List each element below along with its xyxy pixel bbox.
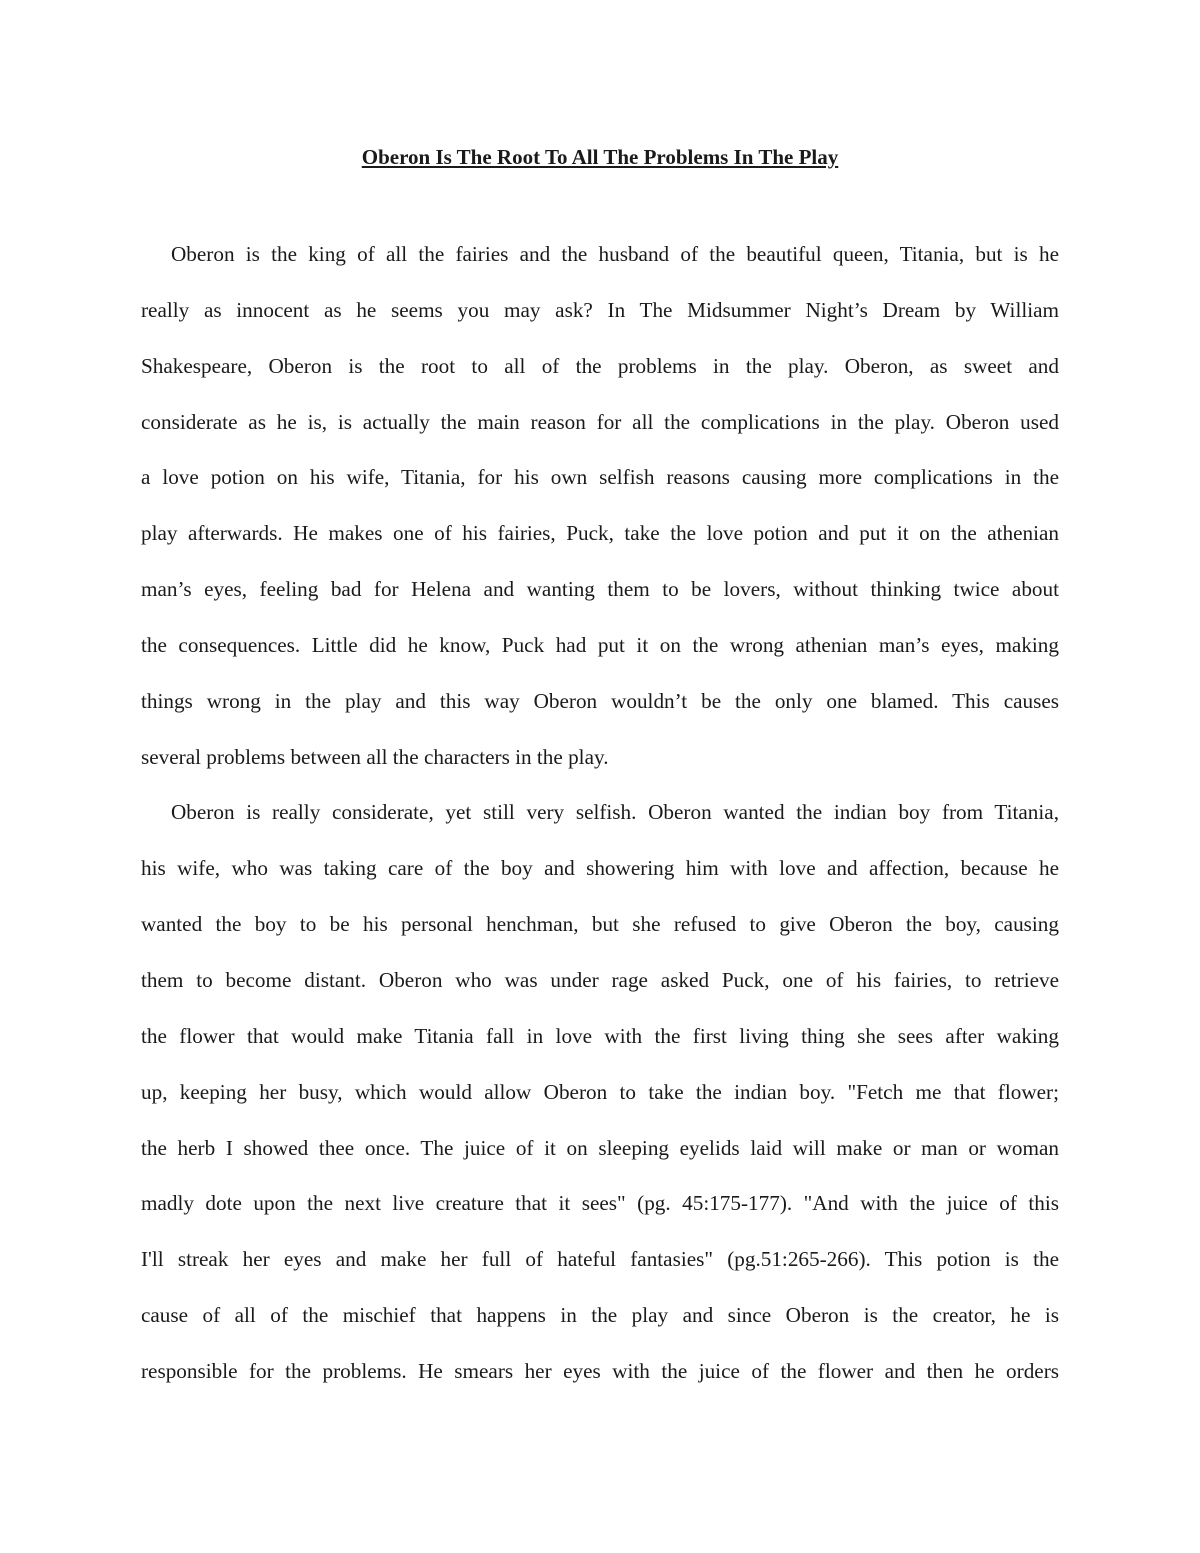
text-line: madly dote upon the next live creature that it sees" (pg. 45:175-177). "And with the juice of this [141, 1191, 1059, 1216]
document-title: Oberon Is The Root To All The Problems In The Play [361, 145, 839, 169]
text-line: really as innocent as he seems you may ask? In The Midsummer Night’s Dream by William [141, 297, 1059, 322]
text-line: several problems between all the characters in the play. [141, 744, 609, 769]
text-line: the herb I showed thee once. The juice of it on sleeping eyelids laid will make or man or woman [141, 1135, 1059, 1160]
text-line: responsible for the problems. He smears her eyes with the juice of the flower and then he orders [141, 1358, 1059, 1383]
text-line: his wife, who was taking care of the boy and showering him with love and affection, because he [141, 856, 1059, 881]
text-line: considerate as he is, is actually the main reason for all the complications in the play. Oberon used [141, 409, 1059, 434]
paragraph-1 [141, 227, 1059, 785]
text-line: the flower that would make Titania fall in love with the first living thing she sees after waking [141, 1023, 1059, 1048]
text-line: Oberon is really considerate, yet still very selfish. Oberon wanted the indian boy from Titania, [171, 800, 1059, 825]
paragraph-2 [141, 785, 1059, 1399]
text-line: up, keeping her busy, which would allow Oberon to take the indian boy. "Fetch me that flower; [141, 1079, 1059, 1104]
text-line: play afterwards. He makes one of his fairies, Puck, take the love potion and put it on the athenian [141, 521, 1059, 546]
text-line: Oberon is the king of all the fairies and the husband of the beautiful queen, Titania, but is he [171, 242, 1059, 266]
text-line: wanted the boy to be his personal henchman, but she refused to give Oberon the boy, causing [141, 912, 1059, 937]
document-body [141, 227, 1059, 1400]
text-line: things wrong in the play and this way Oberon wouldn’t be the only one blamed. This causes [141, 688, 1059, 713]
text-line: them to become distant. Oberon who was under rage asked Puck, one of his fairies, to retrieve [141, 967, 1059, 992]
text-line: I'll streak her eyes and make her full of hateful fantasies" (pg.51:265-266). This potion is the [141, 1247, 1059, 1272]
text-line: man’s eyes, feeling bad for Helena and wanting them to be lovers, without thinking twice about [141, 577, 1059, 602]
text-line: cause of all of the mischief that happens in the play and since Oberon is the creator, he is [141, 1303, 1059, 1328]
text-line: Shakespeare, Oberon is the root to all of the problems in the play. Oberon, as sweet and [141, 353, 1059, 378]
text-line: the consequences. Little did he know, Puck had put it on the wrong athenian man’s eyes, making [141, 632, 1059, 657]
text-line: a love potion on his wife, Titania, for his own selfish reasons causing more complications in the [141, 465, 1059, 490]
